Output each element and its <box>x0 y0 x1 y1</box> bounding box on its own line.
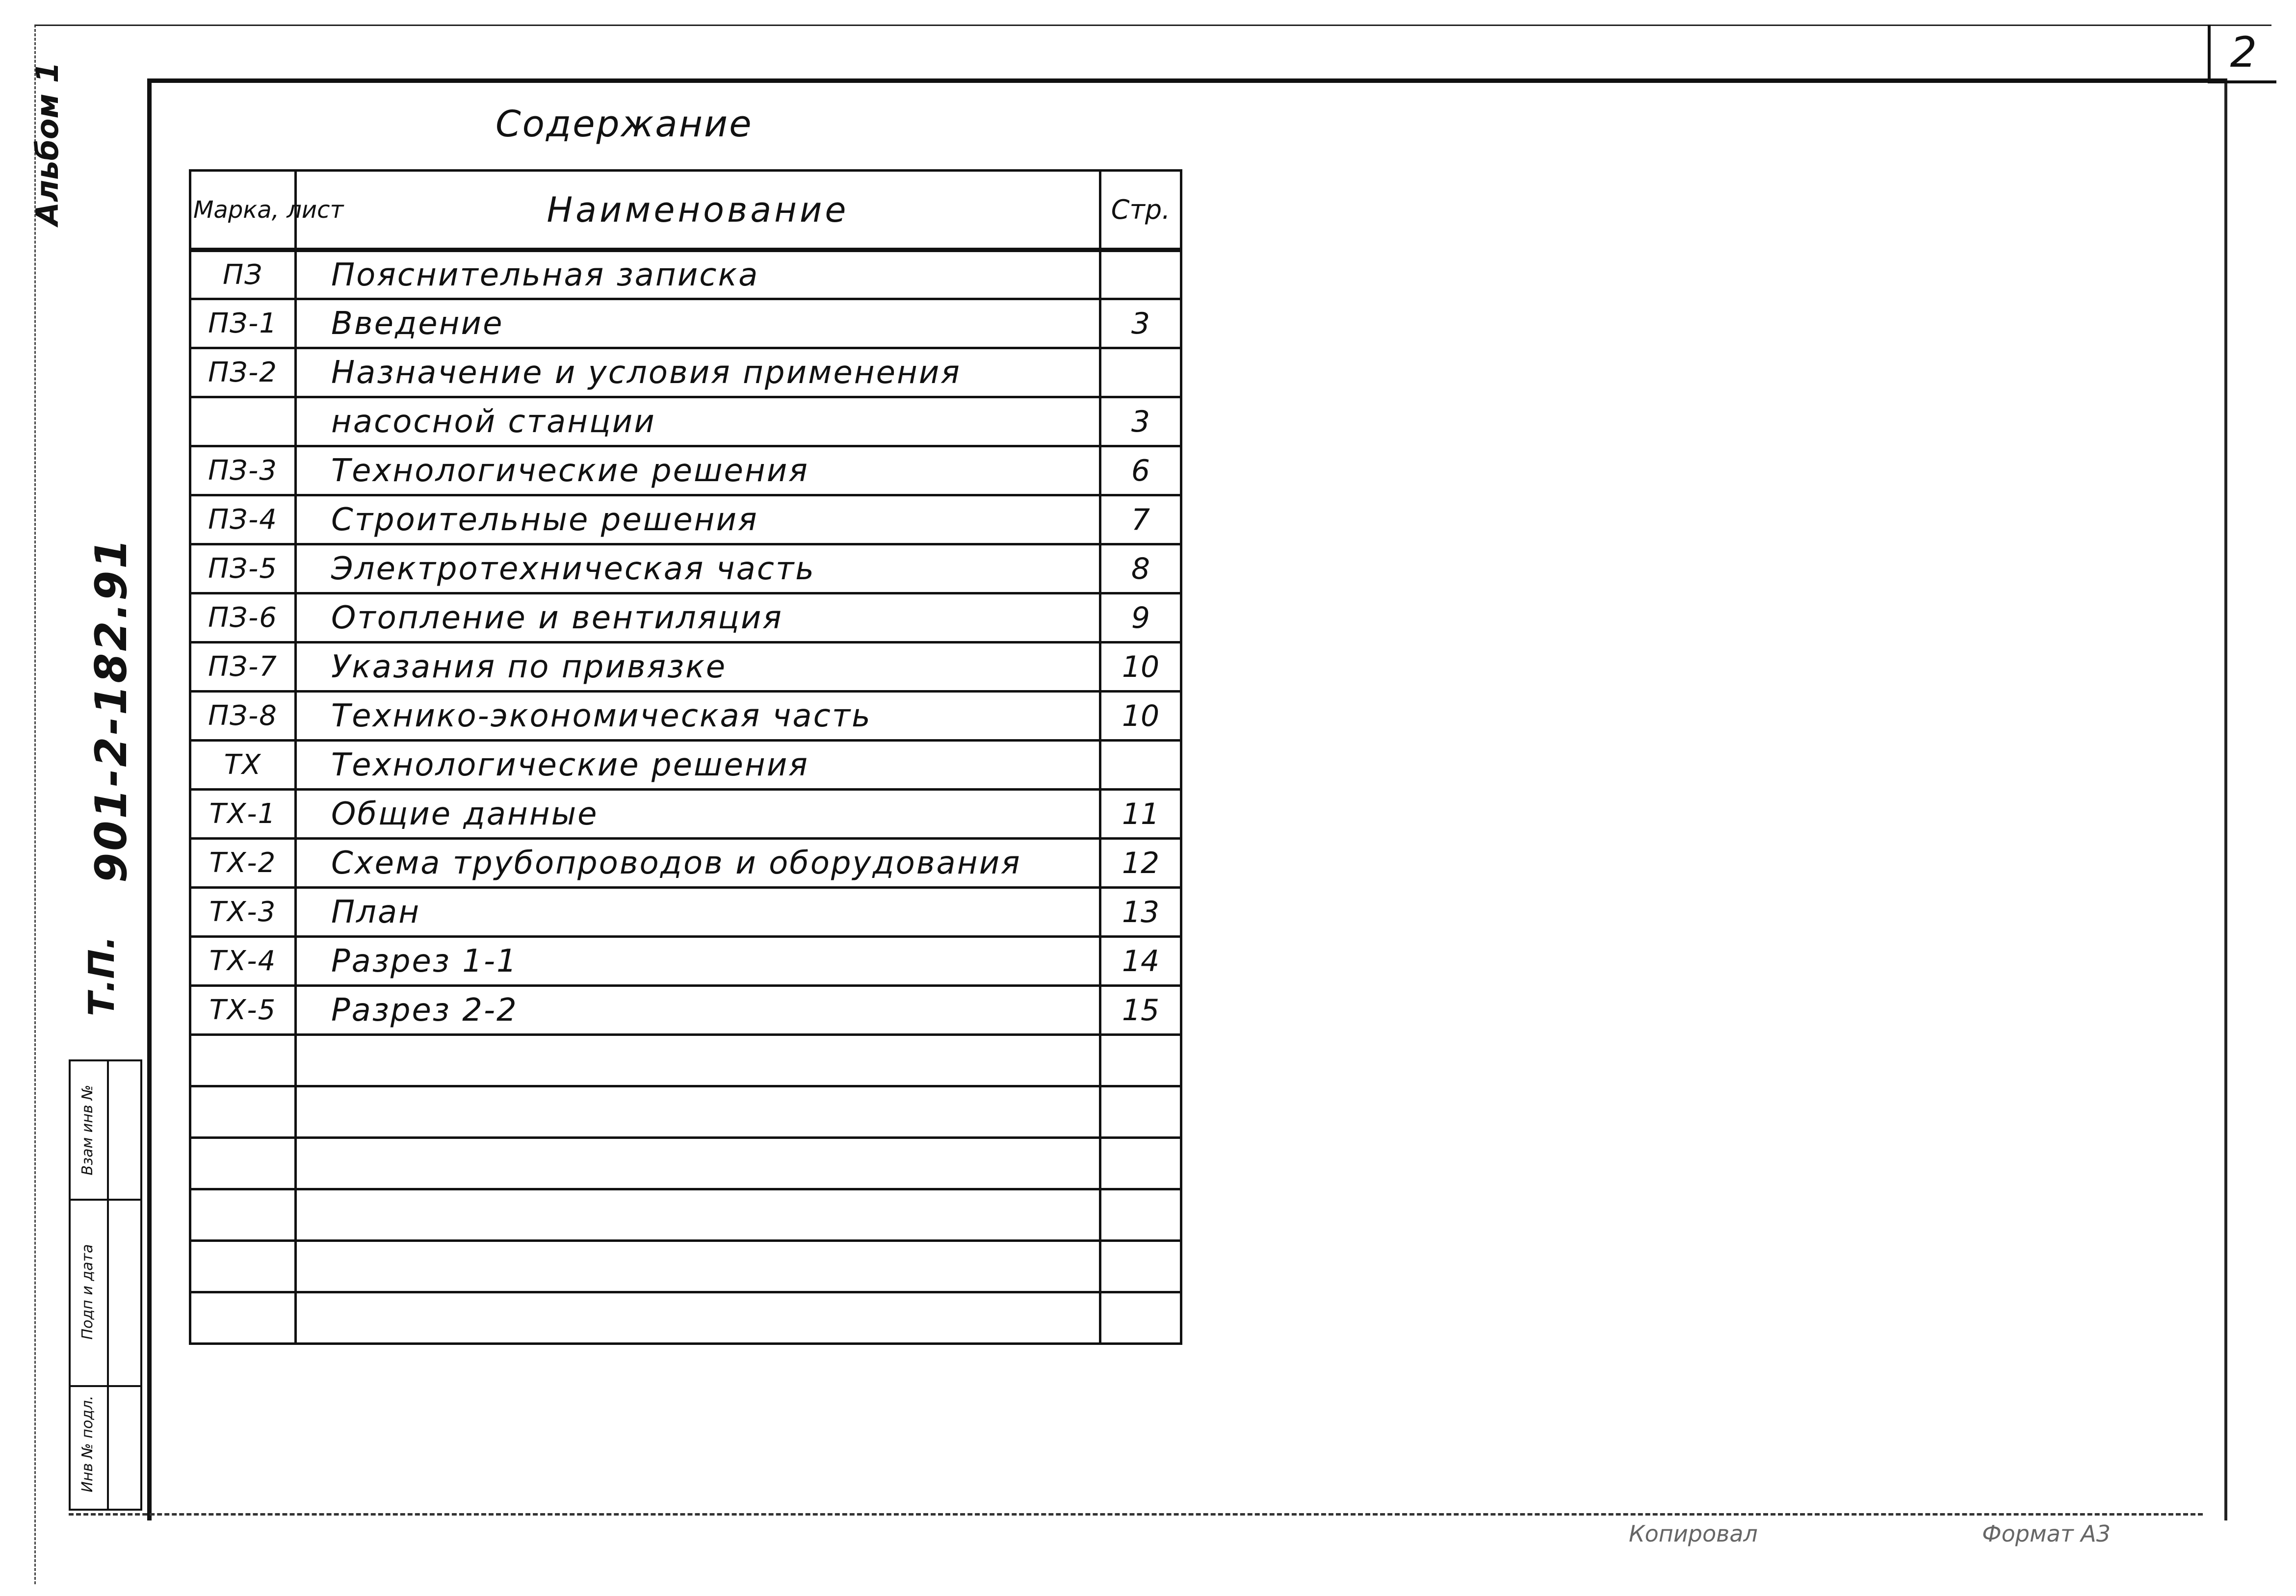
row-mark <box>190 1086 296 1138</box>
row-mark <box>190 397 296 446</box>
table-row <box>190 446 1181 495</box>
table-row-empty <box>190 1138 1181 1189</box>
table-row-empty <box>190 1292 1181 1344</box>
row-name <box>296 1035 1100 1086</box>
row-mark: ПЗ-7 <box>190 643 296 692</box>
row-mark <box>190 1189 296 1241</box>
row-mark: ПЗ-5 <box>190 544 296 593</box>
contents-table <box>189 169 1182 1345</box>
row-mark: ТХ-2 <box>190 839 296 888</box>
row-page <box>1100 1138 1181 1189</box>
row-mark <box>190 1292 296 1344</box>
sheet-number: 2 <box>2208 25 2276 83</box>
header-page: Стр. <box>1100 171 1181 250</box>
row-page: 6 <box>1100 446 1181 495</box>
table-row <box>190 839 1181 888</box>
stamp-replace-inv: Взам инв № <box>79 1084 96 1176</box>
table-row <box>190 397 1181 446</box>
table-row <box>190 741 1181 790</box>
stamp-sign-date: Подп и дата <box>79 1244 96 1340</box>
table-row <box>190 250 1181 299</box>
bottom-border <box>69 1513 2203 1516</box>
table-row <box>190 299 1181 348</box>
table-row <box>190 348 1181 397</box>
row-page <box>1100 348 1181 397</box>
row-page: 13 <box>1100 888 1181 937</box>
header-name: Наименование <box>296 171 1100 250</box>
row-page <box>1100 1241 1181 1292</box>
stamp-inv-original: Инв № подл. <box>79 1395 96 1493</box>
row-name: Отопление и вентиляция <box>296 593 1100 643</box>
table-row <box>190 937 1181 986</box>
row-name: Разрез 2-2 <box>296 986 1100 1035</box>
row-page: 3 <box>1100 397 1181 446</box>
row-name <box>296 1241 1100 1292</box>
album-label: Альбом 1 <box>29 62 65 226</box>
row-mark: ПЗ-6 <box>190 593 296 643</box>
table-row <box>190 643 1181 692</box>
table-row <box>190 544 1181 593</box>
header-mark: Марка, лист <box>190 171 296 250</box>
table-row-empty <box>190 1086 1181 1138</box>
row-name: Указания по привязке <box>296 643 1100 692</box>
row-page <box>1100 1292 1181 1344</box>
row-mark: ТХ-5 <box>190 986 296 1035</box>
row-mark: ТХ-1 <box>190 790 296 839</box>
row-mark: ТХ <box>190 741 296 790</box>
row-page <box>1100 1086 1181 1138</box>
row-mark: ПЗ-1 <box>190 299 296 348</box>
row-page: 11 <box>1100 790 1181 839</box>
row-page <box>1100 250 1181 299</box>
row-name <box>296 1138 1100 1189</box>
table-row <box>190 888 1181 937</box>
row-name <box>296 1086 1100 1138</box>
row-name: План <box>296 888 1100 937</box>
stamp-divider <box>71 1199 140 1201</box>
copied-by-label: Копировал <box>1629 1520 1758 1547</box>
row-mark: ПЗ-8 <box>190 692 296 741</box>
table-row <box>190 593 1181 643</box>
row-name: Назначение и условия применения <box>296 348 1100 397</box>
row-page: 12 <box>1100 839 1181 888</box>
row-name <box>296 1292 1100 1344</box>
row-name <box>296 1189 1100 1241</box>
row-name: Технико-экономическая часть <box>296 692 1100 741</box>
row-mark: ПЗ <box>190 250 296 299</box>
row-name: Технологические решения <box>296 741 1100 790</box>
row-page: 10 <box>1100 643 1181 692</box>
row-name: Разрез 1-1 <box>296 937 1100 986</box>
table-row <box>190 986 1181 1035</box>
row-page <box>1100 1189 1181 1241</box>
row-page: 10 <box>1100 692 1181 741</box>
row-page <box>1100 1035 1181 1086</box>
row-mark: ПЗ-3 <box>190 446 296 495</box>
row-name: Строительные решения <box>296 495 1100 544</box>
table-row-empty <box>190 1241 1181 1292</box>
row-name: Схема трубопроводов и оборудования <box>296 839 1100 888</box>
table-row <box>190 692 1181 741</box>
format-label: Формат А3 <box>1982 1520 2111 1547</box>
row-name: Общие данные <box>296 790 1100 839</box>
row-page: 9 <box>1100 593 1181 643</box>
project-code: 901-2-182.91 <box>86 537 136 883</box>
row-mark <box>190 1138 296 1189</box>
row-name: Технологические решения <box>296 446 1100 495</box>
approval-stamp <box>69 1059 142 1511</box>
row-page <box>1100 741 1181 790</box>
contents-title: Содержание <box>496 103 753 145</box>
table-row-empty <box>190 1035 1181 1086</box>
table-header-row <box>190 171 1181 250</box>
row-mark <box>190 1241 296 1292</box>
row-mark: ПЗ-4 <box>190 495 296 544</box>
row-name: насосной станции <box>296 397 1100 446</box>
table-row-empty <box>190 1189 1181 1241</box>
row-mark: ПЗ-2 <box>190 348 296 397</box>
table-row <box>190 495 1181 544</box>
row-mark: ТХ-3 <box>190 888 296 937</box>
row-page: 14 <box>1100 937 1181 986</box>
row-page: 15 <box>1100 986 1181 1035</box>
table-row <box>190 790 1181 839</box>
row-page: 8 <box>1100 544 1181 593</box>
tp-label: Т.П. <box>81 935 122 1017</box>
row-name: Введение <box>296 299 1100 348</box>
row-mark <box>190 1035 296 1086</box>
row-page: 7 <box>1100 495 1181 544</box>
row-mark: ТХ-4 <box>190 937 296 986</box>
row-page: 3 <box>1100 299 1181 348</box>
row-name: Электротехническая часть <box>296 544 1100 593</box>
row-name: Пояснительная записка <box>296 250 1100 299</box>
